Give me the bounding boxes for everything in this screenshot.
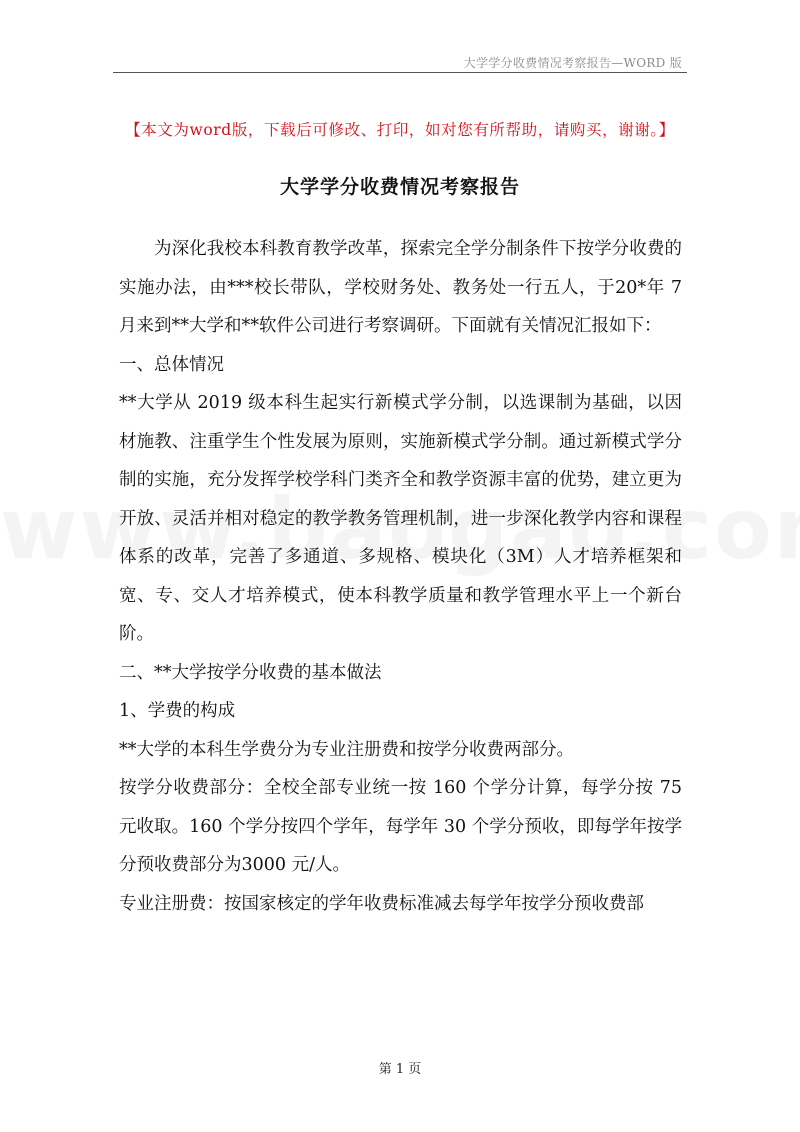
section-heading-practice: 二、**大学按学分收费的基本做法 [119, 662, 382, 683]
registration-fee-paragraph: 专业注册费：按国家核定的学年收费标准减去每学年按学分预收费部 [119, 893, 644, 914]
overview-paragraph: **大学从 2019 级本科生起实行新模式学分制，以选课制为基础，以因材施教、注重学生个性发展为原则，实施新模式学分制。通过新模式学分制的实施，充分发挥学校学科门类齐全和教学资源丰富的优势，建立更为开放、灵活并相对稳定的教学教务管理机制，进一步深化教学内容和课程体系的改革，完善了多通道、多规格、模块化（3M）人才培养框架和宽、专、交人才培养模式，使本科教学质量和教学管理水平上一个新台阶。 [119, 393, 682, 644]
subheading-fee-structure: 1、学费的构成 [119, 701, 236, 721]
intro-paragraph: 为深化我校本科教育教学改革，探索完全学分制条件下按学分收费的实施办法，由***校长带队，学校财务处、教务处一行五人，于20*年 7 月来到**大学和**软件公司进行考察调研。下面就有关情况汇报如下： [119, 239, 682, 336]
document-title: 大学学分收费情况考察报告 [279, 176, 520, 198]
notice-banner: 【本文为word版，下载后可修改、打印，如对您有所帮助，请购买，谢谢。】 [125, 121, 675, 139]
page-number: 第 1 页 [378, 1062, 422, 1077]
running-header: 大学学分收费情况考察报告—WORD 版 [463, 56, 682, 70]
fee-structure-paragraph: **大学的本科生学费分为专业注册费和按学分收费两部分。 [119, 739, 574, 760]
credit-fee-paragraph: 按学分收费部分：全校全部专业统一按 160 个学分计算，每学分按 75 元收取。160 个学分按四个学年，每学年 30 个学分预收，即每学年按学分预收费部分为3000 元/人。 [119, 778, 682, 875]
section-heading-overview: 一、总体情况 [119, 354, 224, 375]
header-rule [113, 72, 687, 73]
document-body [119, 230, 682, 923]
